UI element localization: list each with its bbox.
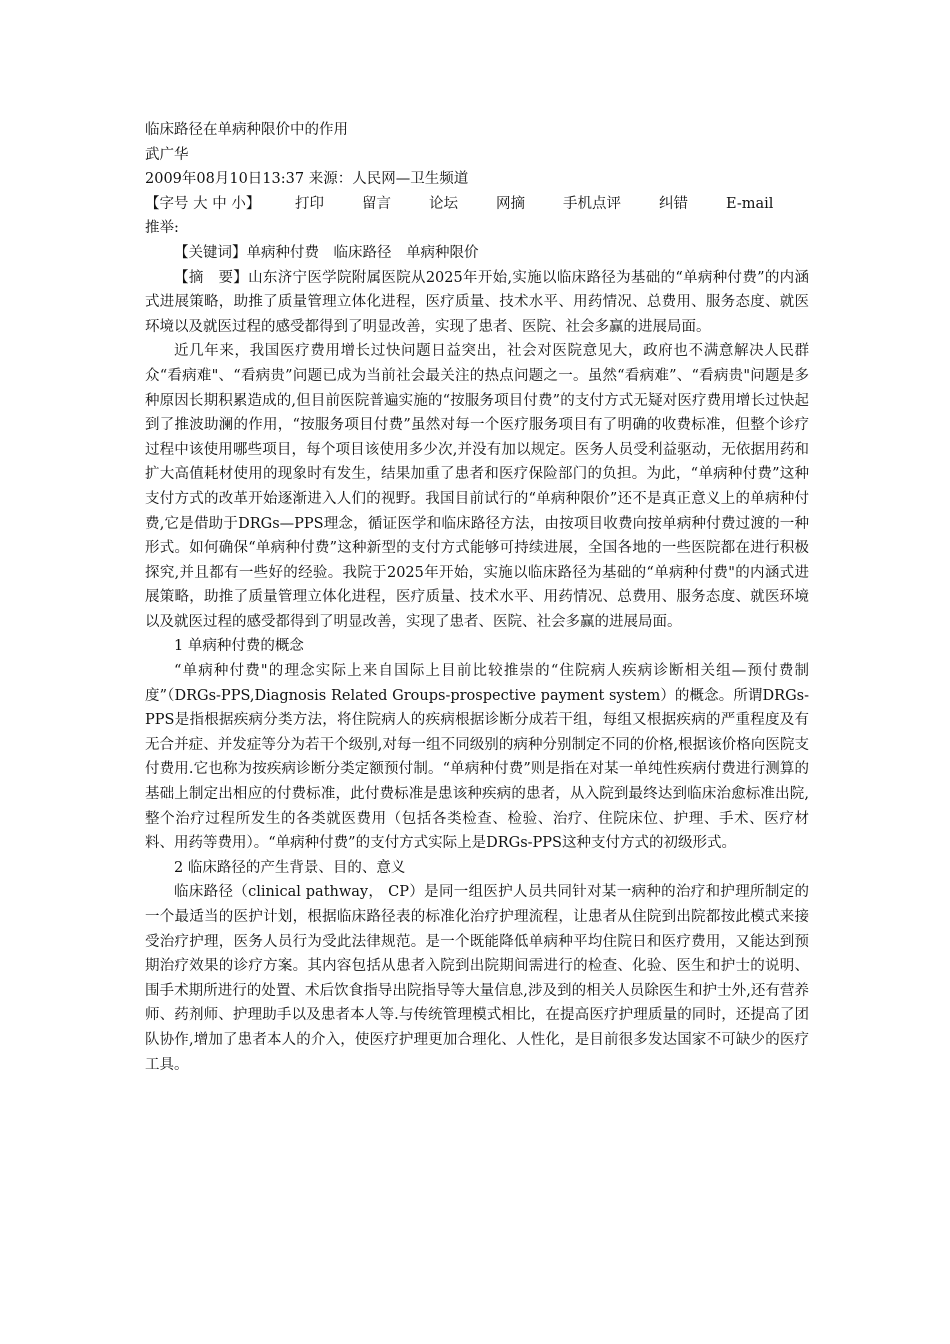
bookmark-link[interactable]: 网摘 <box>496 195 525 212</box>
recommend-label: 推举: <box>145 220 179 237</box>
section-2-paragraph: 临床路径（clinical pathway， CP）是同一组医护人员共同针对某一病种的治疗和护理所制定的一个最适当的医护计划，根据临床路径表的标准化治疗护理流程，让患者从住院到出院都按此模式来接受治疗护理，医务人员行为受此法律规范。是一个既能降低单病种平均住院日和医疗费用，又能达到预期治疗效果的诊疗方案。其内容包括从患者入院到出院期间需进行的检查、化验、医生和护士的说明、围手术期所进行的处置、术后饮食指导出院指导等大量信息,涉及到的相关人员除医生和护士外,还有营养师、药剂师、护理助手以及患者本人等.与传统管理模式相比，在提高医疗护理质量的同时，还提高了团队协作,增加了患者本人的介入，使医疗护理更加合理化、人性化，是目前很多发达国家不可缺少的医疗工具。 <box>145 884 809 1073</box>
comment-link[interactable]: 留言 <box>362 195 391 212</box>
print-link[interactable]: 打印 <box>295 195 324 212</box>
section-2-title: 2 临床路径的产生背景、目的、意义 <box>174 859 406 876</box>
section-1-title: 1 单病种付费的概念 <box>174 638 304 655</box>
article-toolbar <box>145 192 809 217</box>
forum-link[interactable]: 论坛 <box>429 195 458 212</box>
article-meta: 2009年08月10日13:37 来源：人民网—卫生频道 <box>145 171 469 188</box>
keywords: 【关键词】单病种付费 临床路径 单病种限价 <box>174 244 479 261</box>
abstract: 【摘 要】山东济宁医学院附属医院从2025年开始,实施以临床路径为基础的“单病种付费”的内涵式进展策略，助推了质量管理立体化进程，医疗质量、技术水平、用药情况、总费用、服务态度、就医环境以及就医过程的感受都得到了明显改善，实现了患者、医院、社会多赢的进展局面。 <box>145 269 809 335</box>
report-error-link[interactable]: 纠错 <box>659 195 688 212</box>
article-title: 临床路径在单病种限价中的作用 <box>145 122 348 138</box>
mobile-review-link[interactable]: 手机点评 <box>563 195 621 212</box>
article-author: 武广华 <box>145 146 189 163</box>
email-link[interactable]: E-mail <box>726 195 774 212</box>
article <box>145 118 809 1077</box>
intro-paragraph: 近几年来，我国医疗费用增长过快问题日益突出，社会对医院意见大，政府也不满意解决人民群众“看病难"、“看病贵”问题已成为当前社会最关注的热点问题之一。虽然“看病难”、“看病贵"问题是多种原因长期积累造成的,但目前医院普遍实施的“按服务项目付费”的支付方式无疑对医疗费用增长过快起到了推波助澜的作用，“按服务项目付费”虽然对每一个医疗服务项目有了明确的收费标准，但整个诊疗过程中该使用哪些项目，每个项目该使用多少次,并没有加以规定。医务人员受利益驱动，无依据用药和扩大高值耗材使用的现象时有发生，结果加重了患者和医疗保险部门的负担。为此，“单病种付费”这种支付方式的改革开始逐渐进入人们的视野。我国目前试行的“单病种限价”还不是真正意义上的单病种付费,它是借助于DRGs—PPS理念，循证医学和临床路径方法，由按项目收费向按单病种付费过渡的一种形式。如何确保“单病种付费”这种新型的支付方式能够可持续进展，全国各地的一些医院都在进行积极探究,并且都有一些好的经验。我院于2025年开始，实施以临床路径为基础的“单病种付费"的内涵式进展策略，助推了质量管理立体化进程，医疗质量、技术水平、用药情况、总费用、服务态度、就医环境以及就医过程的感受都得到了明显改善，实现了患者、医院、社会多赢的进展局面。 <box>145 343 809 630</box>
font-size-control[interactable]: 【字号 大 中 小】 <box>145 195 261 212</box>
section-1-paragraph: “单病种付费"的理念实际上来自国际上目前比较推崇的“住院病人疾病诊断相关组—预付费制度”（DRGs-PPS,Diagnosis Related Groups-prospective payment system）的概念。所谓DRGs-PPS是指根据疾病分类方法，将住院病人的疾病根据诊断分成若干组，每组又根据疾病的严重程度及有无合并症、并发症等分为若干个级别,对每一组不同级别的病种分别制定不同的价格,根据该价格向医院支付费用.它也称为按疾病诊断分类定额预付制。“单病种付费”则是指在对某一单纯性疾病付费进行测算的基础上制定出相应的付费标准，此付费标准是患该种疾病的患者，从入院到最终达到临床治愈标准出院,整个治疗过程所发生的各类就医费用（包括各类检查、检验、治疗、住院床位、护理、手术、医疗材料、用药等费用）。“单病种付费”的支付方式实际上是DRGs-PPS这种支付方式的初级形式。 <box>145 663 809 852</box>
